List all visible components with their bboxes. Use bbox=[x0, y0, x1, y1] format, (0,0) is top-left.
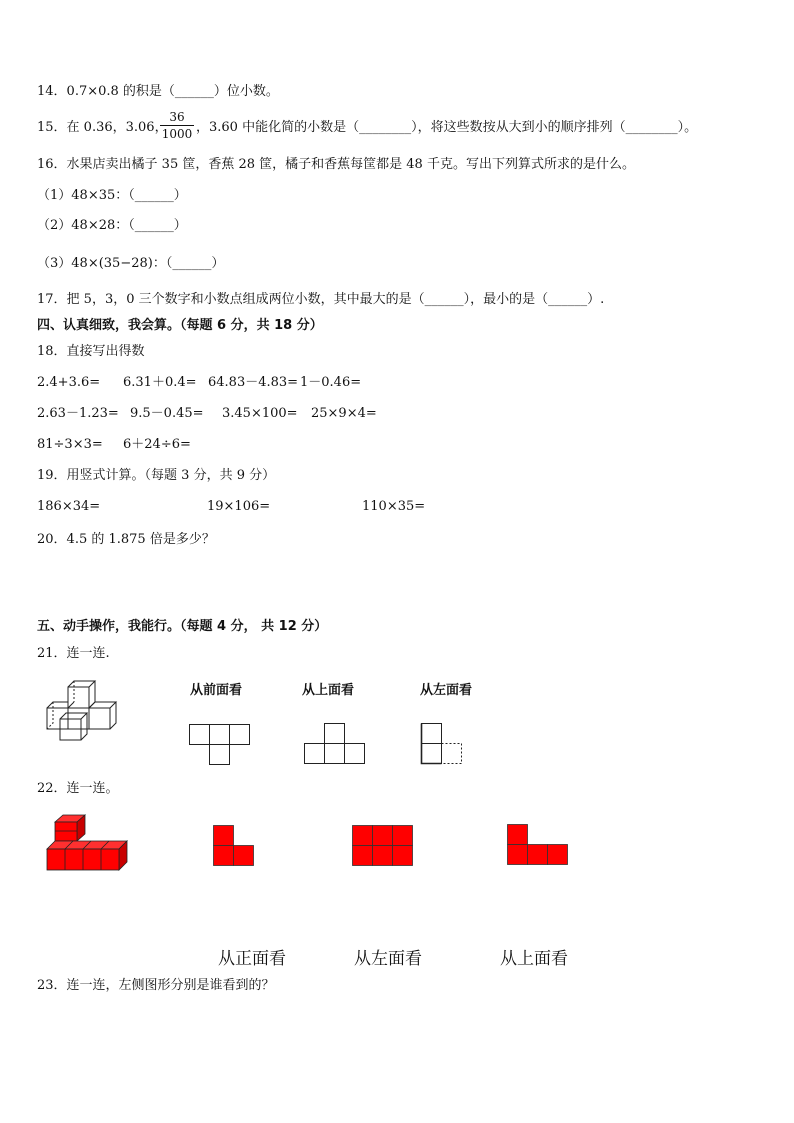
red-cube-figure bbox=[45, 814, 130, 874]
red-view-figure-grid bbox=[352, 825, 414, 867]
fraction-numerator: 36 bbox=[169, 110, 185, 124]
red-view-figure-l-long bbox=[507, 824, 569, 866]
calc-item: 25×9×4= bbox=[311, 406, 377, 421]
calc-item: 2.4+3.6= bbox=[37, 375, 101, 390]
view-label-top: 从上面看 bbox=[302, 683, 355, 698]
view-label-front: 从前面看 bbox=[190, 683, 243, 698]
vertical-calc-item: 186×34= bbox=[37, 499, 101, 514]
view-label-top: 从上面看 bbox=[500, 949, 568, 969]
view-label-left: 从左面看 bbox=[354, 949, 422, 969]
question-19-stem: 19．用竖式计算。（每题 3 分，共 9 分） bbox=[37, 468, 276, 483]
vertical-calc-item: 19×106= bbox=[207, 499, 271, 514]
calc-item: 9.5－0.45= bbox=[130, 406, 204, 421]
view-figure-l-shape bbox=[421, 723, 463, 765]
vertical-calc-item: 110×35= bbox=[362, 499, 426, 514]
question-18-stem: 18．直接写出得数 bbox=[37, 344, 145, 359]
question-15-prefix: 15．在 0.36，3.06， bbox=[37, 120, 168, 135]
question-20: 20．4.5 的 1.875 倍是多少？ bbox=[37, 532, 215, 547]
question-14: 14．0.7×0.8 的积是（______）位小数。 bbox=[37, 84, 279, 99]
section-5-heading: 五、动手操作，我能行。（每题 4 分， 共 12 分） bbox=[37, 619, 328, 634]
fraction-denominator: 1000 bbox=[161, 127, 193, 141]
calc-item: 2.63－1.23= bbox=[37, 406, 119, 421]
cube-arrangement-figure bbox=[44, 680, 126, 744]
question-17: 17．把 5，3，0 三个数字和小数点组成两位小数，其中最大的是（______），最小的是（______）. bbox=[37, 292, 605, 307]
red-view-figure-l-small bbox=[213, 825, 255, 867]
calc-item: 6＋24÷6= bbox=[123, 437, 191, 452]
view-figure-inverted-t bbox=[304, 723, 366, 765]
question-15-suffix: ，3.60 中能化简的小数是（________），将这些数按从大到小的顺序排列（________）。 bbox=[196, 120, 698, 135]
calc-item: 64.83－4.83= bbox=[208, 375, 299, 390]
question-15-fraction bbox=[160, 110, 194, 141]
view-label-front: 从正面看 bbox=[218, 949, 286, 969]
view-label-left: 从左面看 bbox=[420, 683, 473, 698]
question-22-stem: 22．连一连。 bbox=[37, 781, 119, 796]
question-16-item-1: （1）48×35：（______） bbox=[37, 188, 187, 203]
question-23: 23．连一连，左侧图形分别是谁看到的？ bbox=[37, 978, 275, 993]
calc-item: 81÷3×3= bbox=[37, 437, 103, 452]
question-21-stem: 21．连一连. bbox=[37, 646, 110, 661]
calc-item: 6.31＋0.4= bbox=[123, 375, 197, 390]
question-16-item-2: （2）48×28：（______） bbox=[37, 218, 187, 233]
section-4-heading: 四、认真细致，我会算。（每题 6 分，共 18 分） bbox=[37, 318, 323, 333]
calc-item: 1－0.46= bbox=[300, 375, 362, 390]
question-16-item-3: （3）48×(35−28)：（______） bbox=[37, 256, 225, 271]
calc-item: 3.45×100= bbox=[222, 406, 298, 421]
view-figure-t-shape bbox=[189, 724, 251, 766]
question-16-stem: 16．水果店卖出橘子 35 筐，香蕉 28 筐，橘子和香蕉每筐都是 48 千克。写出下列算式所求的是什么。 bbox=[37, 157, 635, 172]
